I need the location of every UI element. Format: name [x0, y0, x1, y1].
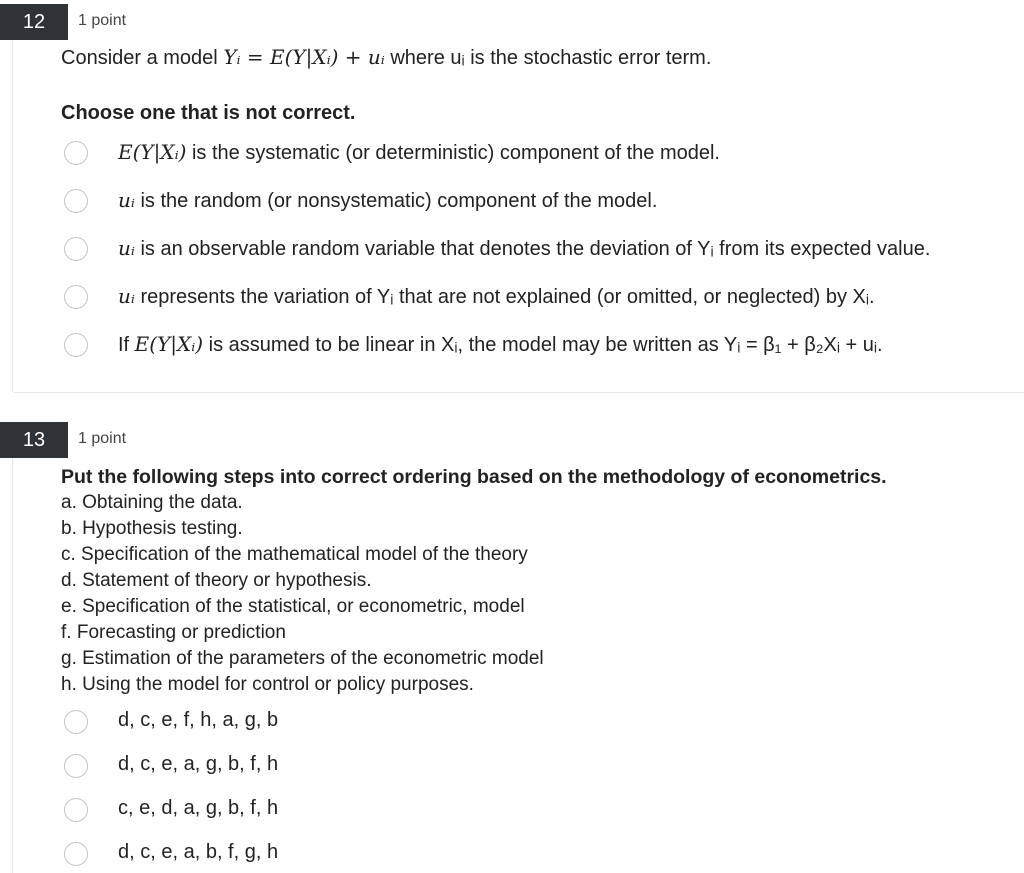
step-item: g. Estimation of the parameters of the econometric model: [61, 648, 544, 669]
answer-option-2[interactable]: [64, 186, 1014, 216]
option-label: represents the variation of Yᵢ that are not explained (or omitted, or neglected) by Xᵢ.: [134, 286, 875, 308]
radio-button[interactable]: [64, 842, 88, 866]
step-item: h. Using the model for control or policy purposes.: [61, 674, 474, 695]
radio-button[interactable]: [64, 285, 88, 309]
option-label: is an observable random variable that denotes the deviation of Yᵢ from its expected value.: [134, 238, 931, 260]
option-label: is the systematic (or deterministic) component of the model.: [186, 142, 720, 164]
option-math: uᵢ: [118, 284, 135, 308]
answer-option-4[interactable]: [64, 282, 1014, 312]
question-rail: [12, 40, 13, 392]
answer-option-4[interactable]: [64, 839, 1014, 869]
question-rail: [12, 458, 13, 873]
option-text: [118, 236, 930, 261]
answer-option-3[interactable]: [64, 795, 1014, 825]
answer-option-1[interactable]: [64, 707, 1014, 737]
question-instruction: Choose one that is not correct.: [61, 102, 356, 124]
radio-button[interactable]: [64, 237, 88, 261]
step-item: f. Forecasting or prediction: [61, 622, 286, 643]
question-stem: [61, 45, 711, 70]
option-text: [118, 188, 657, 213]
option-text: [118, 284, 875, 309]
question-stem: [61, 464, 887, 698]
question-instruction: Put the following steps into correct ordering based on the methodology of econometrics.: [61, 466, 887, 488]
option-math: E(Y|Xᵢ): [118, 140, 187, 164]
question-points: 1 point: [78, 430, 127, 447]
option-text: c, e, d, a, g, b, f, h: [118, 797, 279, 819]
option-text: d, c, e, f, h, a, g, b: [118, 709, 279, 731]
step-item: c. Specification of the mathematical model of the theory: [61, 544, 528, 565]
question-number: 12: [0, 4, 68, 40]
question-points: 1 point: [78, 12, 127, 29]
step-item: e. Specification of the statistical, or econometric, model: [61, 596, 525, 617]
option-text: [118, 140, 720, 165]
option-text: d, c, e, a, b, f, g, h: [118, 841, 279, 863]
stem-equation: Yᵢ = E(Y|Xᵢ) + uᵢ: [223, 45, 385, 69]
step-item: d. Statement of theory or hypothesis.: [61, 570, 372, 591]
question-13: [0, 418, 1024, 873]
stem-suffix: where uᵢ is the stochastic error term.: [384, 47, 712, 69]
option-math: uᵢ: [118, 188, 135, 212]
option-math: uᵢ: [118, 236, 135, 260]
radio-button[interactable]: [64, 710, 88, 734]
option-math: E(Y|Xᵢ): [134, 332, 204, 356]
option-label: is assumed to be linear in Xᵢ, the model may be written as Yᵢ = β₁ + β₂Xᵢ + uᵢ.: [203, 334, 883, 356]
step-item: a. Obtaining the data.: [61, 492, 243, 513]
question-number: 13: [0, 422, 68, 458]
answer-option-2[interactable]: [64, 751, 1014, 781]
answer-option-1[interactable]: [64, 138, 1014, 168]
radio-button[interactable]: [64, 189, 88, 213]
radio-button[interactable]: [64, 754, 88, 778]
step-item: b. Hypothesis testing.: [61, 518, 243, 539]
answer-option-3[interactable]: [64, 234, 1014, 264]
option-text: d, c, e, a, g, b, f, h: [118, 753, 279, 775]
question-12: [0, 0, 1024, 392]
answer-option-5[interactable]: [64, 330, 1014, 360]
radio-button[interactable]: [64, 141, 88, 165]
radio-button[interactable]: [64, 798, 88, 822]
question-divider: [14, 392, 1024, 393]
option-prefix: If: [118, 334, 135, 356]
stem-prefix: Consider a model: [61, 47, 224, 69]
option-text: [118, 332, 883, 357]
option-label: is the random (or nonsystematic) component of the model.: [134, 190, 658, 212]
radio-button[interactable]: [64, 333, 88, 357]
